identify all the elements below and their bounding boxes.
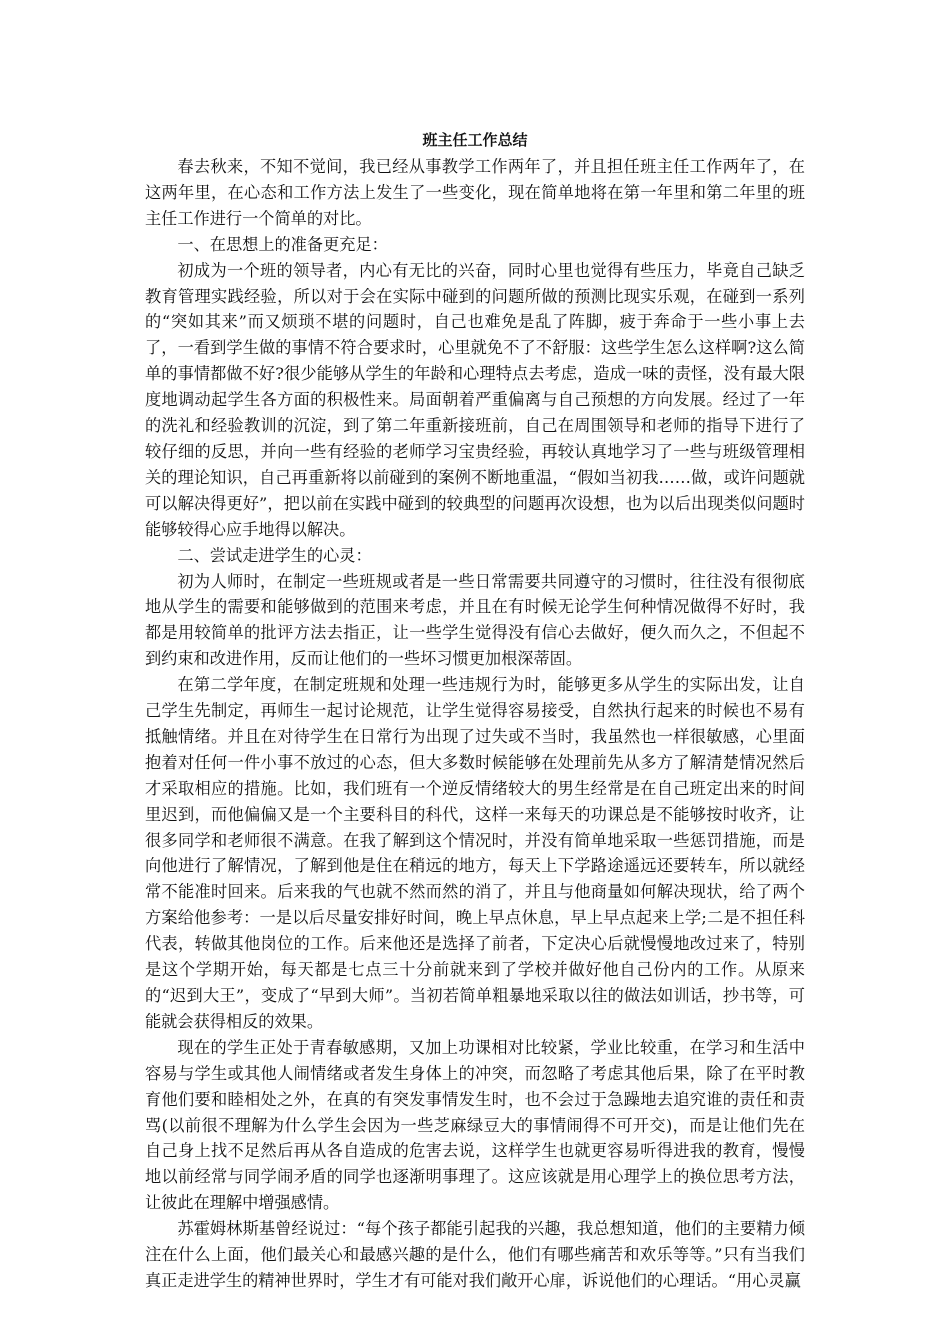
paragraph-first-year: 初为人师时，在制定一些班规或者是一些日常需要共同遵守的习惯时，往往没有很彻底地从学生的需要和能够做到的范围来考虑，并且在有时候无论学生何种情况做得不好时，我都是用较简单的批评方法去指正，让一些学生觉得没有信心去做好，便久而久之，不但起不到约束和改进作用，反而让他们的一些坏习惯更加根深蒂固。 <box>145 571 805 669</box>
document-page <box>145 128 805 1294</box>
paragraph-quote: 苏霍姆林斯基曾经说过：“每个孩子都能引起我的兴趣，我总想知道，他们的主要精力倾注在什么上面，他们最关心和最感兴趣的是什么，他们有哪些痛苦和欢乐等等。”只有当我们真正走进学生的精神世界时，学生才有可能对我们敞开心扉，诉说他们的心理话。“用心灵赢 <box>145 1219 805 1290</box>
paragraph-intro: 春去秋来，不知不觉间，我已经从事教学工作两年了，并且担任班主任工作两年了，在这两年里，在心态和工作方法上发生了一些变化，现在简单地将在第一年里和第二年里的班主任工作进行一个简单的对比。 <box>145 157 805 228</box>
page-title: 班主任工作总结 <box>422 131 528 149</box>
section-heading-2: 二、尝试走进学生的心灵： <box>177 545 372 565</box>
paragraph-adolescence: 现在的学生正处于青春敏感期，又加上功课相对比较紧，学业比较重，在学习和生活中容易与学生或其他人闹情绪或者发生身体上的冲突，而忽略了考虑其他后果，除了在平时教育他们要和睦相处之外，在真的有突发事情发生时，也不会过于急躁地去追究谁的责任和责骂(以前很不理解为什么学生会因为一些芝麻绿豆大的事情闹得不可开交)，而是让他们先在自己身上找不足然后再从各自造成的危害去说，这样学生也就更容易听得进我的教育，慢慢地以前经常与同学闹矛盾的同学也逐渐明事理了。这应该就是用心理学上的换位思考方法，让彼此在理解中增强感情。 <box>145 1037 805 1213</box>
section-heading-1: 一、在思想上的准备更充足： <box>177 234 388 254</box>
paragraph-section-1: 初成为一个班的领导者，内心有无比的兴奋，同时心里也觉得有些压力，毕竟自己缺乏教育管理实践经验，所以对于会在实际中碰到的问题所做的预测比现实乐观，在碰到一系列的“突如其来”而又烦琐不堪的问题时，自己也难免是乱了阵脚，疲于奔命于一些小事上去了，一看到学生做的事情不符合要求时，心里就免不了不舒服：这些学生怎么这样啊?这么简单的事情都做不好?很少能够从学生的年龄和心理特点去考虑，造成一味的责怪，没有最大限度地调动起学生各方面的积极性来。局面朝着严重偏离与自己预想的方向发展。经过了一年的洗礼和经验教训的沉淀，到了第二年重新接班前，自己在周围领导和老师的指导下进行了较仔细的反思，并向一些有经验的老师学习宝贵经验，再较认真地学习了一些与班级管理相关的理论知识，自己再重新将以前碰到的案例不断地重温，“假如当初我……做，或许问题就可以解决得更好”，把以前在实践中碰到的较典型的问题再次设想，也为以后出现类似问题时能够较得心应手地得以解决。 <box>145 260 805 539</box>
paragraph-second-year: 在第二学年度，在制定班规和处理一些违规行为时，能够更多从学生的实际出发，让自己学生先制定，再师生一起讨论规范，让学生觉得容易接受，自然执行起来的时候也不易有抵触情绪。并且在对待学生在日常行为出现了过失或不当时，我虽然也一样很敏感，心里面抱着对任何一件小事不放过的心态，但大多数时候能够在处理前先从多方了解清楚情况然后才采取相应的措施。比如，我们班有一个逆反情绪较大的男生经常是在自己班定出来的时间里迟到，而他偏偏又是一个主要科目的科代，这样一来每天的功课总是不能够按时收齐，让很多同学和老师很不满意。在我了解到这个情况时，并没有简单地采取一些惩罚措施，而是向他进行了解情况，了解到他是住在稍远的地方，每天上下学路途遥远还要转车，所以就经常不能准时回来。后来我的气也就不然而然的消了，并且与他商量如何解决现状，给了两个方案给他参考：一是以后尽量安排好时间，晚上早点休息，早上早点起来上学;二是不担任科代表，转做其他岗位的工作。后来他还是选择了前者，下定决心后就慢慢地改过来了，特别是这个学期开始，每天都是七点三十分前就来到了学校并做好他自己份内的工作。从原来的“迟到大王”，变成了“早到大师”。当初若简单粗暴地采取以往的做法如训话，抄书等，可能就会获得相反的效果。 <box>145 675 805 1031</box>
